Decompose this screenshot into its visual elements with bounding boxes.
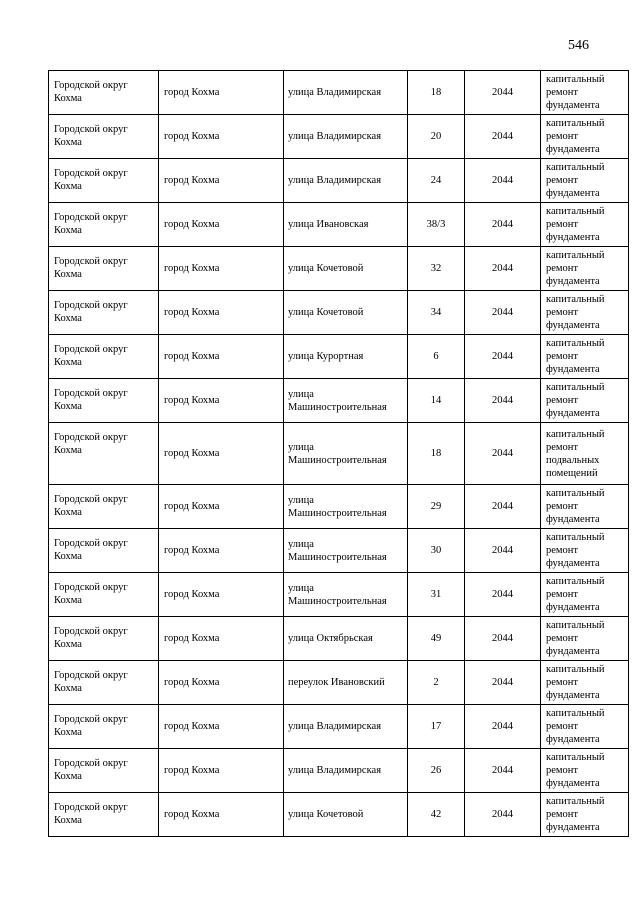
work-type-cell: капитальный ремонт фундамента — [541, 617, 629, 661]
work-type-cell: капитальный ремонт фундамента — [541, 159, 629, 203]
work-type-cell: капитальный ремонт фундамента — [541, 203, 629, 247]
work-type-cell: капитальный ремонт фундамента — [541, 573, 629, 617]
district-cell: Городской округ Кохма — [49, 573, 159, 617]
work-type-cell: капитальный ремонт фундамента — [541, 71, 629, 115]
year-cell: 2044 — [465, 529, 541, 573]
year-cell: 2044 — [465, 379, 541, 423]
district-cell: Городской округ Кохма — [49, 705, 159, 749]
table-row — [49, 203, 629, 247]
house-number-cell: 34 — [408, 291, 465, 335]
city-cell: город Кохма — [159, 71, 284, 115]
street-cell: улица Машиностроительная — [284, 423, 408, 485]
work-type-cell: капитальный ремонт фундамента — [541, 379, 629, 423]
district-cell: Городской округ Кохма — [49, 485, 159, 529]
district-cell: Городской округ Кохма — [49, 291, 159, 335]
work-type-cell: капитальный ремонт фундамента — [541, 661, 629, 705]
work-type-cell: капитальный ремонт фундамента — [541, 485, 629, 529]
work-type-cell: капитальный ремонт фундамента — [541, 749, 629, 793]
city-cell: город Кохма — [159, 617, 284, 661]
year-cell: 2044 — [465, 203, 541, 247]
city-cell: город Кохма — [159, 793, 284, 837]
city-cell: город Кохма — [159, 379, 284, 423]
house-number-cell: 26 — [408, 749, 465, 793]
table-row — [49, 617, 629, 661]
city-cell: город Кохма — [159, 749, 284, 793]
year-cell: 2044 — [465, 159, 541, 203]
street-cell: улица Машиностроительная — [284, 379, 408, 423]
year-cell: 2044 — [465, 749, 541, 793]
house-number-cell: 14 — [408, 379, 465, 423]
work-type-cell: капитальный ремонт фундамента — [541, 705, 629, 749]
year-cell: 2044 — [465, 247, 541, 291]
district-cell: Городской округ Кохма — [49, 71, 159, 115]
work-type-cell: капитальный ремонт фундамента — [541, 529, 629, 573]
district-cell: Городской округ Кохма — [49, 529, 159, 573]
district-cell: Городской округ Кохма — [49, 749, 159, 793]
district-cell: Городской округ Кохма — [49, 247, 159, 291]
house-number-cell: 6 — [408, 335, 465, 379]
work-type-cell: капитальный ремонт фундамента — [541, 335, 629, 379]
house-number-cell: 42 — [408, 793, 465, 837]
table-row — [49, 335, 629, 379]
district-cell: Городской округ Кохма — [49, 423, 159, 485]
work-type-cell: капитальный ремонт фундамента — [541, 291, 629, 335]
house-number-cell: 49 — [408, 617, 465, 661]
house-number-cell: 30 — [408, 529, 465, 573]
year-cell: 2044 — [465, 705, 541, 749]
year-cell: 2044 — [465, 573, 541, 617]
district-cell: Городской округ Кохма — [49, 203, 159, 247]
house-number-cell: 31 — [408, 573, 465, 617]
records-table — [48, 70, 629, 837]
table-row — [49, 705, 629, 749]
city-cell: город Кохма — [159, 529, 284, 573]
table-row — [49, 485, 629, 529]
street-cell: улица Владимирская — [284, 159, 408, 203]
house-number-cell: 38/3 — [408, 203, 465, 247]
table-row — [49, 115, 629, 159]
year-cell: 2044 — [465, 291, 541, 335]
table-row — [49, 749, 629, 793]
street-cell: переулок Ивановский — [284, 661, 408, 705]
street-cell: улица Кочетовой — [284, 291, 408, 335]
house-number-cell: 32 — [408, 247, 465, 291]
city-cell: город Кохма — [159, 115, 284, 159]
table-row — [49, 423, 629, 485]
table-row — [49, 529, 629, 573]
house-number-cell: 2 — [408, 661, 465, 705]
table-row — [49, 247, 629, 291]
table-row — [49, 71, 629, 115]
street-cell: улица Ивановская — [284, 203, 408, 247]
city-cell: город Кохма — [159, 573, 284, 617]
district-cell: Городской округ Кохма — [49, 379, 159, 423]
records-body — [49, 71, 629, 837]
street-cell: улица Машиностроительная — [284, 485, 408, 529]
city-cell: город Кохма — [159, 423, 284, 485]
work-type-cell: капитальный ремонт фундамента — [541, 247, 629, 291]
year-cell: 2044 — [465, 617, 541, 661]
street-cell: улица Октябрьская — [284, 617, 408, 661]
work-type-cell: капитальный ремонт подвальных помещений — [541, 423, 629, 485]
city-cell: город Кохма — [159, 335, 284, 379]
district-cell: Городской округ Кохма — [49, 159, 159, 203]
city-cell: город Кохма — [159, 247, 284, 291]
street-cell: улица Владимирская — [284, 71, 408, 115]
house-number-cell: 18 — [408, 71, 465, 115]
city-cell: город Кохма — [159, 485, 284, 529]
street-cell: улица Владимирская — [284, 749, 408, 793]
table-row — [49, 379, 629, 423]
table-row — [49, 661, 629, 705]
year-cell: 2044 — [465, 485, 541, 529]
year-cell: 2044 — [465, 423, 541, 485]
city-cell: город Кохма — [159, 705, 284, 749]
house-number-cell: 17 — [408, 705, 465, 749]
year-cell: 2044 — [465, 661, 541, 705]
street-cell: улица Курортная — [284, 335, 408, 379]
house-number-cell: 24 — [408, 159, 465, 203]
year-cell: 2044 — [465, 115, 541, 159]
street-cell: улица Машиностроительная — [284, 529, 408, 573]
table-row — [49, 793, 629, 837]
year-cell: 2044 — [465, 793, 541, 837]
street-cell: улица Кочетовой — [284, 793, 408, 837]
street-cell: улица Владимирская — [284, 115, 408, 159]
year-cell: 2044 — [465, 335, 541, 379]
table-row — [49, 159, 629, 203]
city-cell: город Кохма — [159, 203, 284, 247]
street-cell: улица Владимирская — [284, 705, 408, 749]
page-number: 546 — [568, 38, 589, 53]
house-number-cell: 18 — [408, 423, 465, 485]
house-number-cell: 20 — [408, 115, 465, 159]
street-cell: улица Кочетовой — [284, 247, 408, 291]
district-cell: Городской округ Кохма — [49, 793, 159, 837]
district-cell: Городской округ Кохма — [49, 661, 159, 705]
district-cell: Городской округ Кохма — [49, 335, 159, 379]
district-cell: Городской округ Кохма — [49, 617, 159, 661]
table-row — [49, 291, 629, 335]
city-cell: город Кохма — [159, 291, 284, 335]
work-type-cell: капитальный ремонт фундамента — [541, 793, 629, 837]
district-cell: Городской округ Кохма — [49, 115, 159, 159]
table-row — [49, 573, 629, 617]
house-number-cell: 29 — [408, 485, 465, 529]
work-type-cell: капитальный ремонт фундамента — [541, 115, 629, 159]
city-cell: город Кохма — [159, 159, 284, 203]
street-cell: улица Машиностроительная — [284, 573, 408, 617]
city-cell: город Кохма — [159, 661, 284, 705]
year-cell: 2044 — [465, 71, 541, 115]
